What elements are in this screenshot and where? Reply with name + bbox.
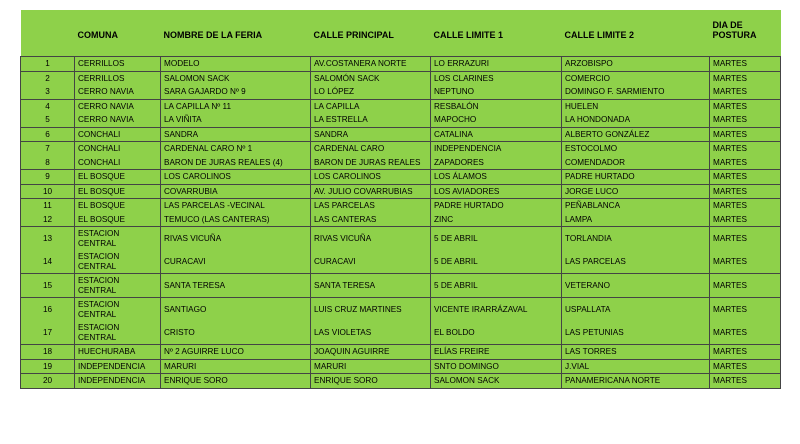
- cell-feria: CARDENAL CARO Nº 1: [161, 142, 311, 156]
- cell-dia: MARTES: [710, 321, 781, 345]
- cell-comuna: ESTACION CENTRAL: [75, 298, 161, 322]
- table-row: [21, 57, 781, 72]
- cell-num: 11: [21, 199, 75, 213]
- cell-feria: SANDRA: [161, 127, 311, 142]
- cell-limite-1: ZAPADORES: [431, 156, 562, 170]
- cell-dia: MARTES: [710, 298, 781, 322]
- table-row: [21, 298, 781, 322]
- table-row: [21, 250, 781, 274]
- cell-limite-1: 5 DE ABRIL: [431, 274, 562, 298]
- table-row: [21, 156, 781, 170]
- cell-dia: MARTES: [710, 99, 781, 113]
- cell-comuna: EL BOSQUE: [75, 184, 161, 199]
- table-row: [21, 374, 781, 389]
- cell-feria: MARURI: [161, 359, 311, 374]
- cell-num: 14: [21, 250, 75, 274]
- header-limite-2: CALLE LIMITE 2: [562, 10, 710, 44]
- cell-limite-1: LOS AVIADORES: [431, 184, 562, 199]
- cell-calle-principal: LOS CAROLINOS: [311, 170, 431, 185]
- cell-limite-2: LA HONDONADA: [562, 113, 710, 127]
- cell-limite-1: CATALINA: [431, 127, 562, 142]
- cell-dia: MARTES: [710, 213, 781, 227]
- cell-comuna: CONCHALI: [75, 127, 161, 142]
- table-row: [21, 199, 781, 213]
- header-dia: DIA DE POSTURA: [710, 10, 781, 44]
- table-row: [21, 113, 781, 127]
- table-row: [21, 321, 781, 345]
- cell-limite-2: ARZOBISPO: [562, 57, 710, 72]
- table-row: [21, 127, 781, 142]
- cell-num: 9: [21, 170, 75, 185]
- cell-comuna: EL BOSQUE: [75, 199, 161, 213]
- header-calle-principal: CALLE PRINCIPAL: [311, 10, 431, 44]
- cell-feria: SANTA TERESA: [161, 274, 311, 298]
- cell-num: 16: [21, 298, 75, 322]
- cell-comuna: EL BOSQUE: [75, 170, 161, 185]
- cell-comuna: ESTACION CENTRAL: [75, 321, 161, 345]
- cell-limite-1: MAPOCHO: [431, 113, 562, 127]
- cell-num: 13: [21, 227, 75, 251]
- cell-comuna: CERRO NAVIA: [75, 99, 161, 113]
- cell-comuna: CERRO NAVIA: [75, 113, 161, 127]
- cell-num: 10: [21, 184, 75, 199]
- cell-feria: LAS PARCELAS -VECINAL: [161, 199, 311, 213]
- cell-limite-2: LAMPA: [562, 213, 710, 227]
- cell-feria: TEMUCO (LAS CANTERAS): [161, 213, 311, 227]
- cell-dia: MARTES: [710, 142, 781, 156]
- table-row: [21, 142, 781, 156]
- cell-dia: MARTES: [710, 374, 781, 389]
- table-row: [21, 170, 781, 185]
- cell-num: 18: [21, 345, 75, 360]
- cell-num: 2: [21, 71, 75, 85]
- cell-limite-1: ZINC: [431, 213, 562, 227]
- cell-limite-2: USPALLATA: [562, 298, 710, 322]
- table-row: [21, 184, 781, 199]
- cell-dia: MARTES: [710, 227, 781, 251]
- cell-limite-2: J.VIAL: [562, 359, 710, 374]
- cell-num: 5: [21, 113, 75, 127]
- cell-feria: MODELO: [161, 57, 311, 72]
- cell-comuna: INDEPENDENCIA: [75, 359, 161, 374]
- cell-feria: BARON DE JURAS REALES (4): [161, 156, 311, 170]
- cell-calle-principal: CURACAVI: [311, 250, 431, 274]
- cell-calle-principal: AV. JULIO COVARRUBIAS: [311, 184, 431, 199]
- cell-limite-1: 5 DE ABRIL: [431, 227, 562, 251]
- table-row: [21, 274, 781, 298]
- cell-limite-2: VETERANO: [562, 274, 710, 298]
- cell-limite-1: 5 DE ABRIL: [431, 250, 562, 274]
- cell-dia: MARTES: [710, 345, 781, 360]
- cell-limite-1: RESBALÓN: [431, 99, 562, 113]
- cell-comuna: HUECHURABA: [75, 345, 161, 360]
- header-comuna: COMUNA: [75, 10, 161, 44]
- cell-limite-2: PEÑABLANCA: [562, 199, 710, 213]
- cell-num: 19: [21, 359, 75, 374]
- cell-feria: COVARRUBIA: [161, 184, 311, 199]
- cell-dia: MARTES: [710, 184, 781, 199]
- cell-calle-principal: LAS VIOLETAS: [311, 321, 431, 345]
- cell-limite-2: PANAMERICANA NORTE: [562, 374, 710, 389]
- cell-feria: SARA GAJARDO Nº 9: [161, 85, 311, 99]
- cell-feria: SANTIAGO: [161, 298, 311, 322]
- table-row: [21, 345, 781, 360]
- cell-dia: MARTES: [710, 57, 781, 72]
- cell-calle-principal: BARON DE JURAS REALES: [311, 156, 431, 170]
- cell-dia: MARTES: [710, 156, 781, 170]
- cell-feria: ENRIQUE SORO: [161, 374, 311, 389]
- cell-num: 3: [21, 85, 75, 99]
- cell-limite-1: SNTO DOMINGO: [431, 359, 562, 374]
- cell-comuna: CERRILLOS: [75, 71, 161, 85]
- cell-limite-2: DOMINGO F. SARMIENTO: [562, 85, 710, 99]
- cell-dia: MARTES: [710, 274, 781, 298]
- cell-comuna: ESTACION CENTRAL: [75, 250, 161, 274]
- header-limite-1: CALLE LIMITE 1: [431, 10, 562, 44]
- cell-limite-1: ELÍAS FREIRE: [431, 345, 562, 360]
- cell-calle-principal: LAS CANTERAS: [311, 213, 431, 227]
- table-row: [21, 213, 781, 227]
- cell-calle-principal: JOAQUIN AGUIRRE: [311, 345, 431, 360]
- cell-limite-2: LAS PETUNIAS: [562, 321, 710, 345]
- cell-feria: SALOMON SACK: [161, 71, 311, 85]
- header-num: [21, 10, 75, 44]
- cell-num: 7: [21, 142, 75, 156]
- cell-limite-1: LOS CLARINES: [431, 71, 562, 85]
- cell-limite-1: INDEPENDENCIA: [431, 142, 562, 156]
- spreadsheet-sheet: [20, 10, 780, 389]
- cell-calle-principal: AV.COSTANERA NORTE: [311, 57, 431, 72]
- cell-limite-1: SALOMON SACK: [431, 374, 562, 389]
- table-row: [21, 227, 781, 251]
- cell-limite-2: PADRE HURTADO: [562, 170, 710, 185]
- header-row: [21, 10, 781, 44]
- cell-num: 20: [21, 374, 75, 389]
- cell-feria: CRISTO: [161, 321, 311, 345]
- cell-limite-2: LAS TORRES: [562, 345, 710, 360]
- cell-calle-principal: LUIS CRUZ MARTINES: [311, 298, 431, 322]
- cell-dia: MARTES: [710, 359, 781, 374]
- cell-feria: LA VIÑITA: [161, 113, 311, 127]
- cell-limite-1: VICENTE IRARRÁZAVAL: [431, 298, 562, 322]
- cell-comuna: CERRO NAVIA: [75, 85, 161, 99]
- table-row: [21, 71, 781, 85]
- cell-limite-2: HUELEN: [562, 99, 710, 113]
- cell-limite-2: ALBERTO GONZÁLEZ: [562, 127, 710, 142]
- cell-calle-principal: SANTA TERESA: [311, 274, 431, 298]
- cell-dia: MARTES: [710, 199, 781, 213]
- cell-dia: MARTES: [710, 85, 781, 99]
- cell-calle-principal: SANDRA: [311, 127, 431, 142]
- cell-calle-principal: SALOMÓN SACK: [311, 71, 431, 85]
- cell-calle-principal: ENRIQUE SORO: [311, 374, 431, 389]
- cell-limite-2: JORGE LUCO: [562, 184, 710, 199]
- cell-limite-2: TORLANDIA: [562, 227, 710, 251]
- cell-num: 17: [21, 321, 75, 345]
- cell-comuna: ESTACION CENTRAL: [75, 227, 161, 251]
- cell-calle-principal: LO LÓPEZ: [311, 85, 431, 99]
- cell-dia: MARTES: [710, 250, 781, 274]
- cell-calle-principal: CARDENAL CARO: [311, 142, 431, 156]
- cell-num: 15: [21, 274, 75, 298]
- cell-num: 6: [21, 127, 75, 142]
- cell-calle-principal: RIVAS VICUÑA: [311, 227, 431, 251]
- cell-comuna: ESTACION CENTRAL: [75, 274, 161, 298]
- cell-num: 8: [21, 156, 75, 170]
- cell-num: 12: [21, 213, 75, 227]
- cell-dia: MARTES: [710, 170, 781, 185]
- ferias-table: [20, 10, 781, 389]
- cell-limite-2: LAS PARCELAS: [562, 250, 710, 274]
- cell-calle-principal: MARURI: [311, 359, 431, 374]
- table-row: [21, 359, 781, 374]
- cell-comuna: CERRILLOS: [75, 57, 161, 72]
- cell-limite-1: PADRE HURTADO: [431, 199, 562, 213]
- cell-limite-1: LOS ÁLAMOS: [431, 170, 562, 185]
- cell-comuna: CONCHALI: [75, 142, 161, 156]
- cell-num: 4: [21, 99, 75, 113]
- cell-feria: LA CAPILLA Nº 11: [161, 99, 311, 113]
- cell-calle-principal: LA CAPILLA: [311, 99, 431, 113]
- cell-dia: MARTES: [710, 71, 781, 85]
- cell-feria: LOS CAROLINOS: [161, 170, 311, 185]
- cell-limite-2: COMERCIO: [562, 71, 710, 85]
- cell-limite-1: EL BOLDO: [431, 321, 562, 345]
- cell-calle-principal: LA ESTRELLA: [311, 113, 431, 127]
- cell-limite-1: LO ERRAZURI: [431, 57, 562, 72]
- header-feria: NOMBRE DE LA FERIA: [161, 10, 311, 44]
- cell-num: 1: [21, 57, 75, 72]
- cell-calle-principal: LAS PARCELAS: [311, 199, 431, 213]
- cell-feria: CURACAVI: [161, 250, 311, 274]
- cell-dia: MARTES: [710, 113, 781, 127]
- table-body: [21, 57, 781, 389]
- cell-feria: RIVAS VICUÑA: [161, 227, 311, 251]
- spacer-cell: [21, 44, 781, 57]
- cell-comuna: CONCHALI: [75, 156, 161, 170]
- spacer-row: [21, 44, 781, 57]
- cell-limite-1: NEPTUNO: [431, 85, 562, 99]
- table-row: [21, 85, 781, 99]
- table-row: [21, 99, 781, 113]
- cell-feria: Nº 2 AGUIRRE LUCO: [161, 345, 311, 360]
- cell-limite-2: COMENDADOR: [562, 156, 710, 170]
- cell-comuna: INDEPENDENCIA: [75, 374, 161, 389]
- cell-limite-2: ESTOCOLMO: [562, 142, 710, 156]
- cell-dia: MARTES: [710, 127, 781, 142]
- cell-comuna: EL BOSQUE: [75, 213, 161, 227]
